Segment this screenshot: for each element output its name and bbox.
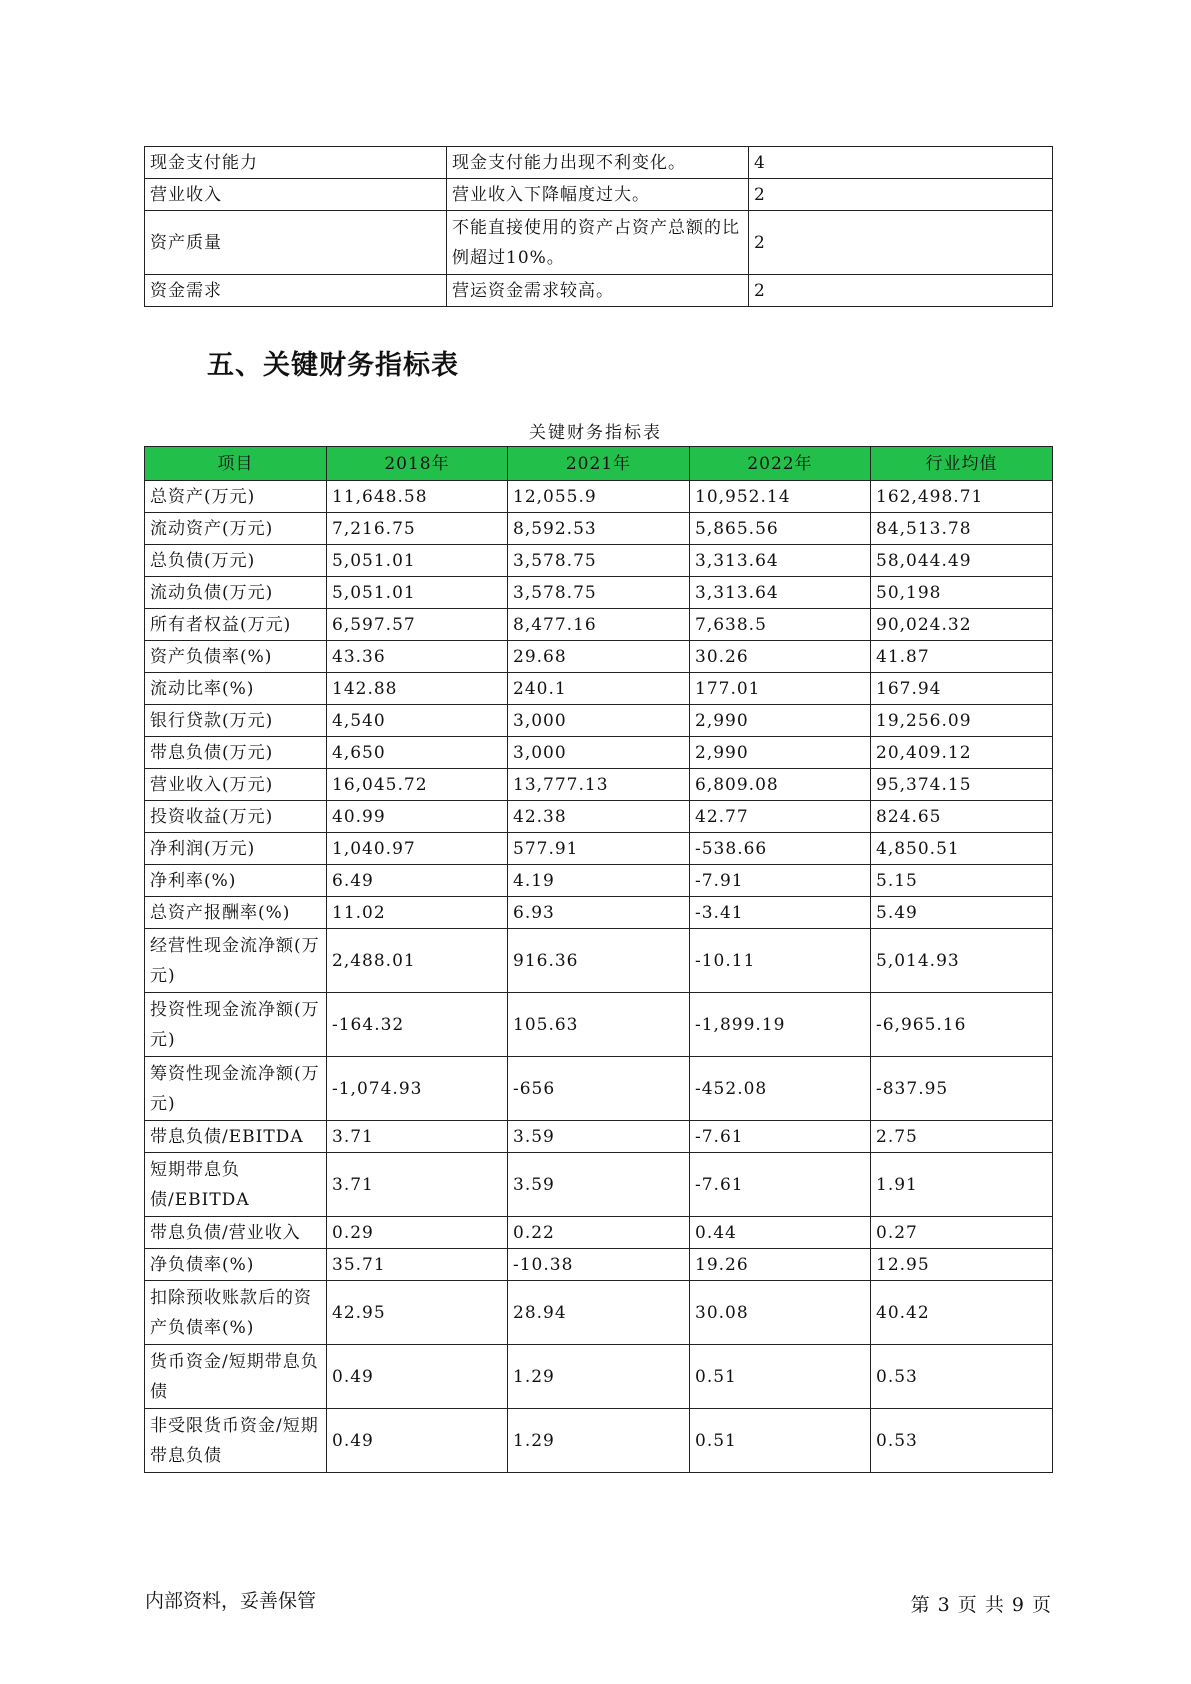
row-label-cell: 流动资产(万元) — [145, 513, 327, 545]
value-cell: -7.91 — [690, 865, 871, 897]
value-cell: -1,074.93 — [327, 1057, 508, 1121]
table-row — [145, 705, 1053, 737]
value-cell: 167.94 — [871, 673, 1053, 705]
value-cell: -452.08 — [690, 1057, 871, 1121]
value-cell: 5.15 — [871, 865, 1053, 897]
value-cell: 0.27 — [871, 1217, 1053, 1249]
value-cell: 0.53 — [871, 1409, 1053, 1473]
value-cell: 42.95 — [327, 1281, 508, 1345]
table-row — [145, 1057, 1053, 1121]
value-cell: 177.01 — [690, 673, 871, 705]
value-cell: 3,313.64 — [690, 545, 871, 577]
value-cell: 0.49 — [327, 1345, 508, 1409]
value-cell: 42.38 — [508, 801, 690, 833]
value-cell: 1.29 — [508, 1345, 690, 1409]
value-cell: -538.66 — [690, 833, 871, 865]
value-cell: 916.36 — [508, 929, 690, 993]
section-heading: 五、关键财务指标表 — [207, 350, 459, 381]
value-cell: 40.42 — [871, 1281, 1053, 1345]
table-row — [145, 833, 1053, 865]
footer-page-number: 第 3 页 共 9 页 — [910, 1594, 1052, 1616]
value-cell: 4.19 — [508, 865, 690, 897]
value-cell: 3,578.75 — [508, 577, 690, 609]
row-label-cell: 总资产报酬率(%) — [145, 897, 327, 929]
value-cell: 240.1 — [508, 673, 690, 705]
value-cell: -656 — [508, 1057, 690, 1121]
table-row — [145, 641, 1053, 673]
financial-indicators-table — [144, 446, 1053, 1473]
value-cell: -164.32 — [327, 993, 508, 1057]
value-cell: 40.99 — [327, 801, 508, 833]
value-cell: -10.38 — [508, 1249, 690, 1281]
footer-confidential-note: 内部资料，妥善保管 — [145, 1590, 317, 1612]
value-cell: 2,488.01 — [327, 929, 508, 993]
table-row — [145, 673, 1053, 705]
row-label-cell: 扣除预收账款后的资产负债率(%) — [145, 1281, 327, 1345]
value-cell: 6,597.57 — [327, 609, 508, 641]
value-cell: 50,198 — [871, 577, 1053, 609]
row-label-cell: 总负债(万元) — [145, 545, 327, 577]
value-cell: 29.68 — [508, 641, 690, 673]
risk-row — [145, 179, 1053, 211]
value-cell: 3,578.75 — [508, 545, 690, 577]
value-cell: 19,256.09 — [871, 705, 1053, 737]
table-row — [145, 801, 1053, 833]
value-cell: 11,648.58 — [327, 481, 508, 513]
value-cell: 4,540 — [327, 705, 508, 737]
value-cell: -837.95 — [871, 1057, 1053, 1121]
risk-item: 资金需求 — [145, 275, 447, 307]
row-label-cell: 经营性现金流净额(万元) — [145, 929, 327, 993]
row-label-cell: 营业收入(万元) — [145, 769, 327, 801]
table-row — [145, 1281, 1053, 1345]
value-cell: 6.93 — [508, 897, 690, 929]
value-cell: 6.49 — [327, 865, 508, 897]
row-label-cell: 短期带息负债/EBITDA — [145, 1153, 327, 1217]
risk-item: 营业收入 — [145, 179, 447, 211]
header-cell: 2021年 — [508, 447, 690, 481]
row-label-cell: 筹资性现金流净额(万元) — [145, 1057, 327, 1121]
table-caption: 关键财务指标表 — [529, 423, 662, 443]
value-cell: 142.88 — [327, 673, 508, 705]
value-cell: 8,477.16 — [508, 609, 690, 641]
value-cell: 105.63 — [508, 993, 690, 1057]
risk-score: 2 — [749, 275, 1053, 307]
row-label-cell: 投资收益(万元) — [145, 801, 327, 833]
value-cell: 5,014.93 — [871, 929, 1053, 993]
row-label-cell: 净利率(%) — [145, 865, 327, 897]
value-cell: 3.59 — [508, 1153, 690, 1217]
value-cell: 3.71 — [327, 1153, 508, 1217]
value-cell: 0.51 — [690, 1345, 871, 1409]
value-cell: 12,055.9 — [508, 481, 690, 513]
header-cell: 2022年 — [690, 447, 871, 481]
table-row — [145, 1409, 1053, 1473]
value-cell: 10,952.14 — [690, 481, 871, 513]
value-cell: 30.08 — [690, 1281, 871, 1345]
risk-score: 2 — [749, 211, 1053, 275]
value-cell: 2,990 — [690, 705, 871, 737]
row-label-cell: 非受限货币资金/短期带息负债 — [145, 1409, 327, 1473]
value-cell: -1,899.19 — [690, 993, 871, 1057]
risk-desc: 不能直接使用的资产占资产总额的比例超过10%。 — [447, 211, 749, 275]
value-cell: 0.22 — [508, 1217, 690, 1249]
value-cell: 0.29 — [327, 1217, 508, 1249]
value-cell: 35.71 — [327, 1249, 508, 1281]
value-cell: 20,409.12 — [871, 737, 1053, 769]
header-cell: 行业均值 — [871, 447, 1053, 481]
table-row — [145, 481, 1053, 513]
table-header-row — [145, 447, 1053, 481]
value-cell: 2.75 — [871, 1121, 1053, 1153]
value-cell: 5,051.01 — [327, 577, 508, 609]
value-cell: 0.44 — [690, 1217, 871, 1249]
value-cell: -6,965.16 — [871, 993, 1053, 1057]
value-cell: 4,850.51 — [871, 833, 1053, 865]
risk-desc: 现金支付能力出现不利变化。 — [447, 147, 749, 179]
value-cell: 16,045.72 — [327, 769, 508, 801]
value-cell: 19.26 — [690, 1249, 871, 1281]
risk-row — [145, 275, 1053, 307]
value-cell: 11.02 — [327, 897, 508, 929]
value-cell: 90,024.32 — [871, 609, 1053, 641]
risk-row — [145, 211, 1053, 275]
value-cell: 1,040.97 — [327, 833, 508, 865]
value-cell: -7.61 — [690, 1121, 871, 1153]
row-label-cell: 资产负债率(%) — [145, 641, 327, 673]
value-cell: 95,374.15 — [871, 769, 1053, 801]
value-cell: 42.77 — [690, 801, 871, 833]
value-cell: 41.87 — [871, 641, 1053, 673]
row-label-cell: 所有者权益(万元) — [145, 609, 327, 641]
header-cell: 2018年 — [327, 447, 508, 481]
table-row — [145, 609, 1053, 641]
value-cell: 0.53 — [871, 1345, 1053, 1409]
value-cell: 4,650 — [327, 737, 508, 769]
value-cell: 7,638.5 — [690, 609, 871, 641]
row-label-cell: 流动比率(%) — [145, 673, 327, 705]
table-row — [145, 1121, 1053, 1153]
value-cell: 577.91 — [508, 833, 690, 865]
value-cell: 5,865.56 — [690, 513, 871, 545]
row-label-cell: 带息负债(万元) — [145, 737, 327, 769]
value-cell: 2,990 — [690, 737, 871, 769]
table-row — [145, 865, 1053, 897]
value-cell: 3.71 — [327, 1121, 508, 1153]
value-cell: 3.59 — [508, 1121, 690, 1153]
value-cell: 8,592.53 — [508, 513, 690, 545]
value-cell: 0.51 — [690, 1409, 871, 1473]
value-cell: -10.11 — [690, 929, 871, 993]
risk-desc: 营运资金需求较高。 — [447, 275, 749, 307]
row-label-cell: 投资性现金流净额(万元) — [145, 993, 327, 1057]
value-cell: 162,498.71 — [871, 481, 1053, 513]
value-cell: 13,777.13 — [508, 769, 690, 801]
value-cell: 0.49 — [327, 1409, 508, 1473]
risk-table — [144, 146, 1053, 307]
value-cell: 6,809.08 — [690, 769, 871, 801]
risk-score: 2 — [749, 179, 1053, 211]
value-cell: 3,000 — [508, 705, 690, 737]
table-row — [145, 1249, 1053, 1281]
table-row — [145, 545, 1053, 577]
value-cell: 824.65 — [871, 801, 1053, 833]
table-row — [145, 1217, 1053, 1249]
table-row — [145, 769, 1053, 801]
row-label-cell: 净利润(万元) — [145, 833, 327, 865]
value-cell: 12.95 — [871, 1249, 1053, 1281]
financial-table-body — [145, 481, 1053, 1473]
value-cell: 1.29 — [508, 1409, 690, 1473]
row-label-cell: 银行贷款(万元) — [145, 705, 327, 737]
risk-row — [145, 147, 1053, 179]
table-row — [145, 929, 1053, 993]
table-row — [145, 1345, 1053, 1409]
value-cell: 28.94 — [508, 1281, 690, 1345]
table-row — [145, 993, 1053, 1057]
header-cell: 项目 — [145, 447, 327, 481]
table-row — [145, 737, 1053, 769]
row-label-cell: 带息负债/EBITDA — [145, 1121, 327, 1153]
table-row — [145, 513, 1053, 545]
value-cell: 5.49 — [871, 897, 1053, 929]
risk-item: 资产质量 — [145, 211, 447, 275]
value-cell: 5,051.01 — [327, 545, 508, 577]
value-cell: 58,044.49 — [871, 545, 1053, 577]
value-cell: 43.36 — [327, 641, 508, 673]
table-row — [145, 1153, 1053, 1217]
row-label-cell: 总资产(万元) — [145, 481, 327, 513]
value-cell: 84,513.78 — [871, 513, 1053, 545]
value-cell: -3.41 — [690, 897, 871, 929]
value-cell: 30.26 — [690, 641, 871, 673]
table-row — [145, 897, 1053, 929]
row-label-cell: 带息负债/营业收入 — [145, 1217, 327, 1249]
value-cell: 1.91 — [871, 1153, 1053, 1217]
row-label-cell: 净负债率(%) — [145, 1249, 327, 1281]
risk-item: 现金支付能力 — [145, 147, 447, 179]
value-cell: -7.61 — [690, 1153, 871, 1217]
risk-desc: 营业收入下降幅度过大。 — [447, 179, 749, 211]
row-label-cell: 货币资金/短期带息负债 — [145, 1345, 327, 1409]
value-cell: 3,000 — [508, 737, 690, 769]
risk-score: 4 — [749, 147, 1053, 179]
value-cell: 3,313.64 — [690, 577, 871, 609]
value-cell: 7,216.75 — [327, 513, 508, 545]
table-row — [145, 577, 1053, 609]
row-label-cell: 流动负债(万元) — [145, 577, 327, 609]
